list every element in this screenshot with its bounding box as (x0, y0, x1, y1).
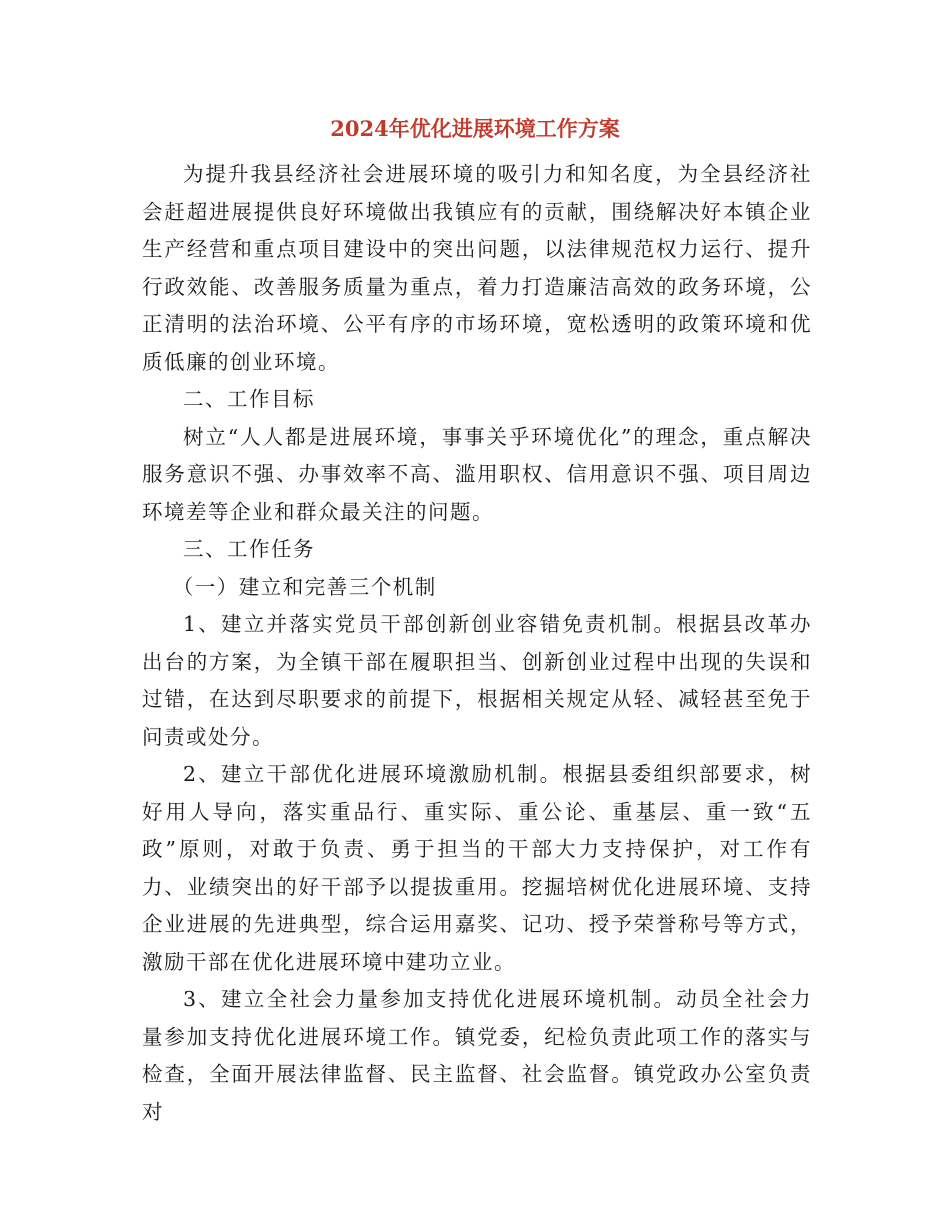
paragraph-goals: 树立“人人都是进展环境，事事关乎环境优化”的理念，重点解决服务意识不强、办事效率不高、滥用职权、信用意识不强、项目周边环境差等企业和群众最关注的问题。 (142, 424, 812, 524)
paragraph-mechanism-1: 1、建立并落实党员干部创新创业容错免责机制。根据县改革办出台的方案，为全镇干部在履职担当、创新创业过程中出现的失误和过错，在达到尽职要求的前提下，根据相关规定从轻、减轻甚至免于问责或处分。 (142, 612, 812, 749)
subsection-heading-mechanisms: （一）建立和完善三个机制 (172, 574, 437, 599)
paragraph-mechanism-3: 3、建立全社会力量参加支持优化进展环境机制。动员全社会力量参加支持优化进展环境工作。镇党委，纪检负责此项工作的落实与检查，全面开展法律监督、民主监督、社会监督。镇党政办公室负责对 (142, 987, 812, 1124)
section-heading-tasks: 三、工作任务 (183, 537, 315, 561)
document-body (142, 156, 812, 1131)
paragraph-mechanism-2: 2、建立干部优化进展环境激励机制。根据县委组织部要求，树好用人导向，落实重品行、重实际、重公论、重基层、重一致“五政”原则，对敢于负责、勇于担当的干部大力支持保护，对工作有力、业绩突出的好干部予以提拔重用。挖掘培树优化进展环境、支持企业进展的先进典型，综合运用嘉奖、记功、授予荣誉称号等方式，激励干部在优化进展环境中建功立业。 (142, 762, 812, 974)
paragraph-intro: 为提升我县经济社会进展环境的吸引力和知名度，为全县经济社会赶超进展提供良好环境做出我镇应有的贡献，围绕解决好本镇企业生产经营和重点项目建设中的突出问题，以法律规范权力运行、提升行政效能、改善服务质量为重点，着力打造廉洁高效的政务环境，公正清明的法治环境、公平有序的市场环境，宽松透明的政策环境和优质低廉的创业环境。 (142, 162, 812, 374)
section-heading-goals: 二、工作目标 (183, 387, 315, 411)
document-title: 2024年优化进展环境工作方案 (330, 116, 620, 141)
